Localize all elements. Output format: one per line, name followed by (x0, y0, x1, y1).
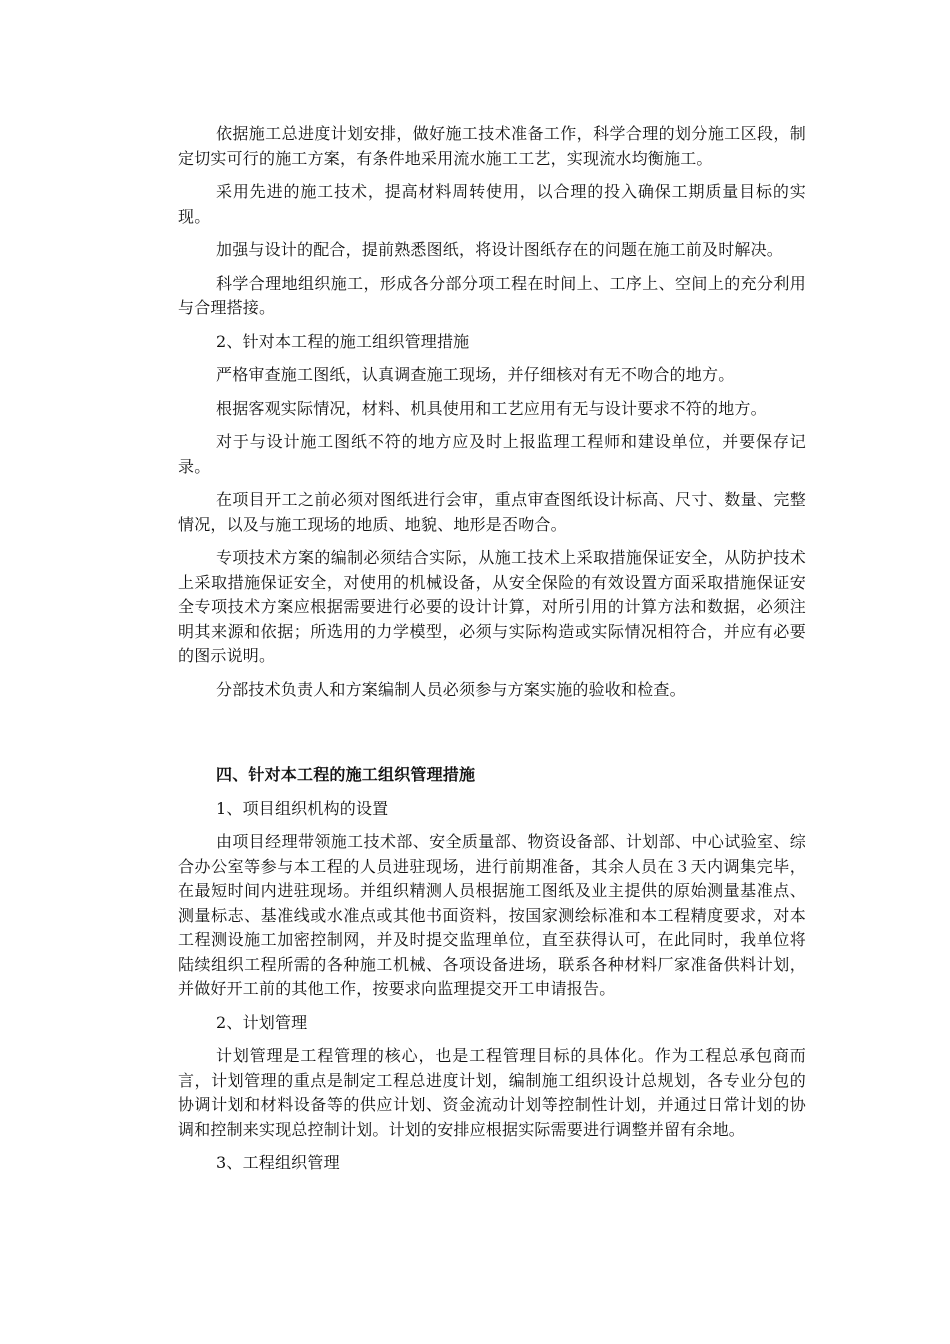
paragraph-plan-management: 计划管理是工程管理的核心，也是工程管理目标的具体化。作为工程总承包商而言，计划管理的重点是制定工程总进度计划，编制施工组织设计总规划，各专业分包的协调计划和材料设备等的供应计划、资金流动计划等控制性计划，并通过日常计划的协调和控制来实现总控制计划。计划的安排应根据实际需要进行调整并留有余地。 (178, 1046, 806, 1139)
paragraph-special-technical-plan: 专项技术方案的编制必须结合实际，从施工技术上采取措施保证安全，从防护技术上采取措施保证安全，对使用的机械设备，从安全保险的有效设置方面采取措施保证安全专项技术方案应根据需要进行必要的设计计算，对所引用的计算方法和数据，必须注明其来源和依据；所选用的力学模型，必须与实际构造或实际情况相符合，并应有必要的图示说明。 (178, 548, 806, 665)
section-heading: 四、针对本工程的施工组织管理措施 (216, 765, 476, 784)
subheading-engineering-organization: 3、工程组织管理 (216, 1153, 340, 1172)
subheading-management-measures: 2、针对本工程的施工组织管理措施 (216, 331, 470, 351)
paragraph-acceptance-inspection: 分部技术负责人和方案编制人员必须参与方案实施的验收和检查。 (216, 679, 686, 699)
paragraph-design-coordination: 加强与设计的配合，提前熟悉图纸，将设计图纸存在的问题在施工前及时解决。 (216, 240, 784, 259)
paragraph-advanced-technology: 采用先进的施工技术，提高材料周转使用，以合理的投入确保工期质量目标的实现。 (178, 182, 806, 226)
paragraph-report-discrepancies: 对于与设计施工图纸不符的地方应及时上报监理工程师和建设单位，并要保存记录。 (178, 432, 806, 476)
paragraph-organization-setup: 由项目经理带领施工技术部、安全质量部、物资设备部、计划部、中心试验室、综合办公室等参与本工程的人员进驻现场，进行前期准备，其余人员在３天内调集完毕，在最短时间内进驻现场。并组织精测人员根据施工图纸及业主提供的原始测量基准点、测量标志、基准线或水准点或其他书面资料，按国家测绘标准和本工程精度要求，对本工程测设施工加密控制网，并及时提交监理单位，直至获得认可，在此同时，我单位将陆续组织工程所需的各种施工机械、各项设备进场，联系各种材料厂家准备供料计划，并做好开工前的其他工作，按要求向监理提交开工申请报告。 (178, 832, 806, 998)
subheading-organization-setup: 1、项目组织机构的设置 (216, 798, 389, 818)
paragraph-objective-conditions: 根据客观实际情况，材料、机具使用和工艺应用有无与设计要求不符的地方。 (216, 398, 767, 418)
paragraph-review-drawings: 严格审查施工图纸，认真调查施工现场，并仔细核对有无不吻合的地方。 (216, 365, 735, 384)
paragraph-drawing-review-meeting: 在项目开工之前必须对图纸进行会审，重点审查图纸设计标高、尺寸、数量、完整情况，以及与施工现场的地质、地貌、地形是否吻合。 (178, 490, 806, 534)
subheading-plan-management: 2、计划管理 (216, 1012, 308, 1032)
paragraph-construction-schedule: 依据施工总进度计划安排，做好施工技术准备工作，科学合理的划分施工区段，制定切实可行的施工方案，有条件地采用流水施工工艺，实现流水均衡施工。 (178, 124, 806, 168)
paragraph-scientific-organization: 科学合理地组织施工，形成各分部分项工程在时间上、工序上、空间上的充分利用与合理搭接。 (178, 273, 806, 317)
document-body (178, 122, 806, 1176)
